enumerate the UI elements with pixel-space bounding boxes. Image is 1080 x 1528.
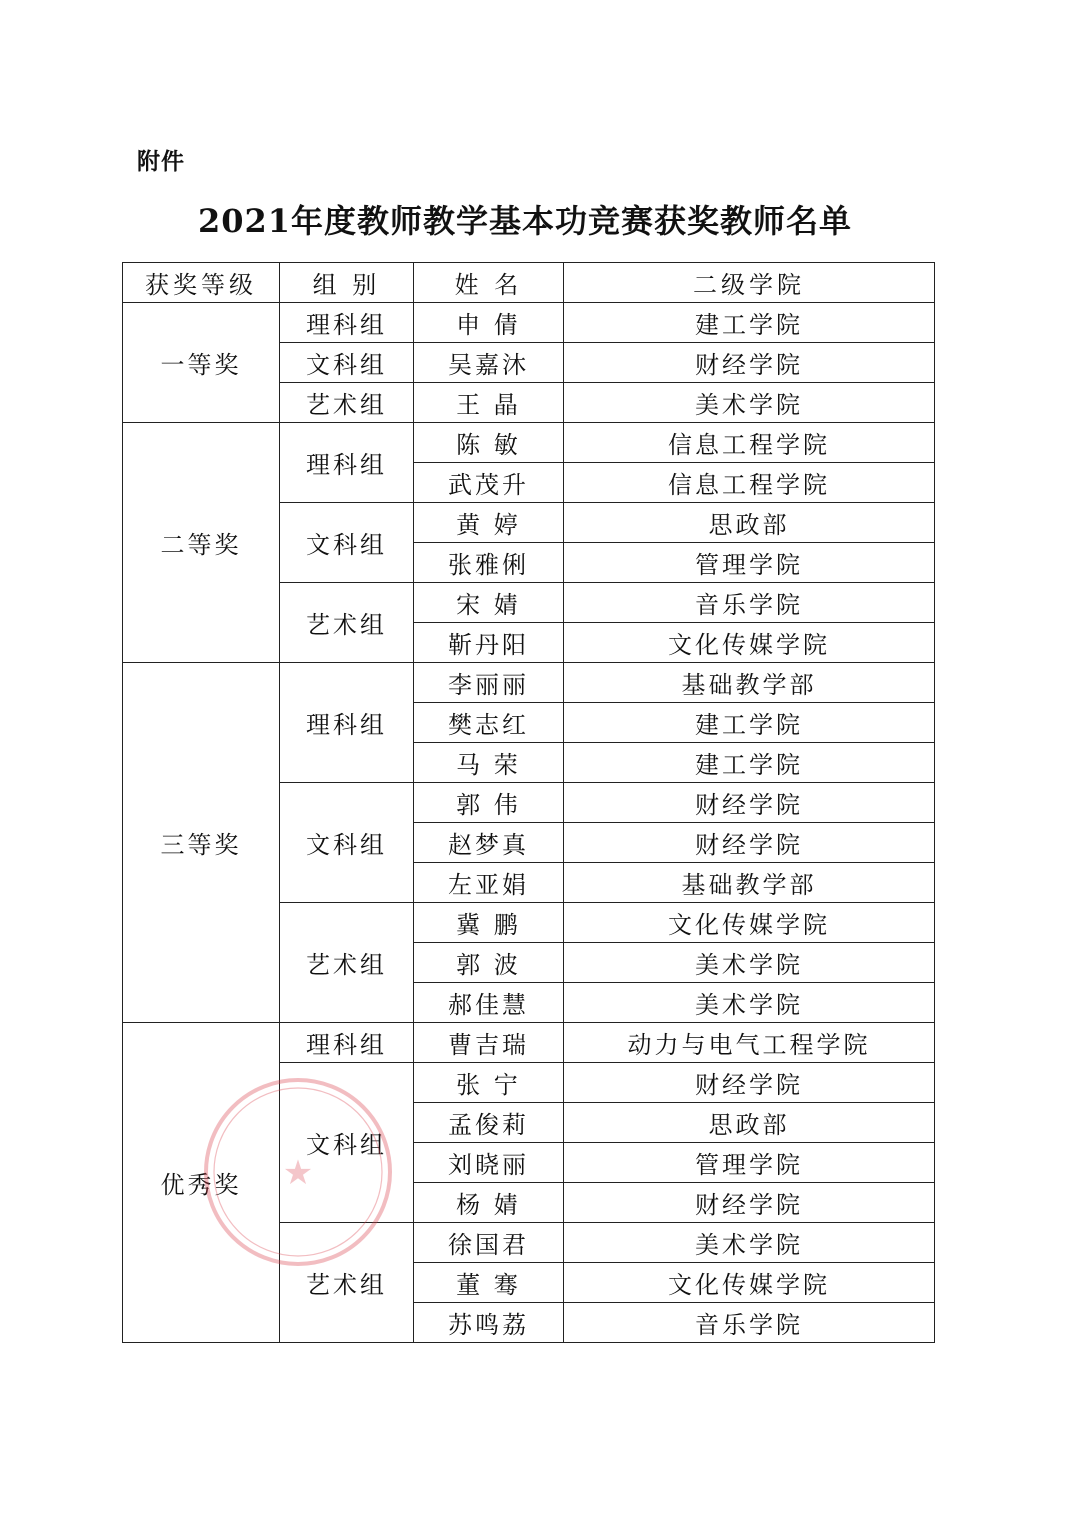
group-cell: 理科组 bbox=[280, 423, 414, 503]
award-table bbox=[122, 262, 935, 1343]
group-cell: 理科组 bbox=[280, 1023, 414, 1063]
teacher-name-cell: 左亚娟 bbox=[414, 863, 564, 903]
teacher-name-cell: 李丽丽 bbox=[414, 663, 564, 703]
header-group: 组 别 bbox=[280, 263, 414, 303]
award-level-cell: 优秀奖 bbox=[123, 1023, 280, 1343]
college-cell: 音乐学院 bbox=[564, 583, 935, 623]
header-award-level: 获奖等级 bbox=[123, 263, 280, 303]
college-cell: 财经学院 bbox=[564, 343, 935, 383]
college-cell: 财经学院 bbox=[564, 783, 935, 823]
teacher-name-cell: 樊志红 bbox=[414, 703, 564, 743]
group-cell: 艺术组 bbox=[280, 583, 414, 663]
college-cell: 文化传媒学院 bbox=[564, 1263, 935, 1303]
college-cell: 基础教学部 bbox=[564, 863, 935, 903]
college-cell: 建工学院 bbox=[564, 703, 935, 743]
group-cell: 文科组 bbox=[280, 783, 414, 903]
college-cell: 财经学院 bbox=[564, 823, 935, 863]
teacher-name-cell: 申 倩 bbox=[414, 303, 564, 343]
group-cell: 艺术组 bbox=[280, 903, 414, 1023]
teacher-name-cell: 郭 伟 bbox=[414, 783, 564, 823]
college-cell: 管理学院 bbox=[564, 1143, 935, 1183]
teacher-name-cell: 张雅俐 bbox=[414, 543, 564, 583]
teacher-name-cell: 马 荣 bbox=[414, 743, 564, 783]
teacher-name-cell: 张 宁 bbox=[414, 1063, 564, 1103]
college-cell: 美术学院 bbox=[564, 983, 935, 1023]
college-cell: 文化传媒学院 bbox=[564, 903, 935, 943]
teacher-name-cell: 徐国君 bbox=[414, 1223, 564, 1263]
group-cell: 理科组 bbox=[280, 303, 414, 343]
teacher-name-cell: 曹吉瑞 bbox=[414, 1023, 564, 1063]
table-row bbox=[123, 423, 935, 463]
college-cell: 信息工程学院 bbox=[564, 423, 935, 463]
table-row bbox=[123, 1023, 935, 1063]
teacher-name-cell: 杨 婧 bbox=[414, 1183, 564, 1223]
college-cell: 动力与电气工程学院 bbox=[564, 1023, 935, 1063]
teacher-name-cell: 武茂升 bbox=[414, 463, 564, 503]
teacher-name-cell: 苏鸣荔 bbox=[414, 1303, 564, 1343]
group-cell: 理科组 bbox=[280, 663, 414, 783]
college-cell: 建工学院 bbox=[564, 303, 935, 343]
college-cell: 管理学院 bbox=[564, 543, 935, 583]
college-cell: 美术学院 bbox=[564, 383, 935, 423]
college-cell: 文化传媒学院 bbox=[564, 623, 935, 663]
college-cell: 美术学院 bbox=[564, 1223, 935, 1263]
table-row bbox=[123, 663, 935, 703]
teacher-name-cell: 郝佳慧 bbox=[414, 983, 564, 1023]
college-cell: 财经学院 bbox=[564, 1183, 935, 1223]
table-row bbox=[123, 303, 935, 343]
attachment-label: 附件 bbox=[137, 149, 185, 175]
college-cell: 音乐学院 bbox=[564, 1303, 935, 1343]
group-cell: 艺术组 bbox=[280, 1223, 414, 1343]
college-cell: 信息工程学院 bbox=[564, 463, 935, 503]
teacher-name-cell: 吴嘉沐 bbox=[414, 343, 564, 383]
teacher-name-cell: 郭 波 bbox=[414, 943, 564, 983]
table-body bbox=[123, 303, 935, 1343]
award-level-cell: 一等奖 bbox=[123, 303, 280, 423]
teacher-name-cell: 孟俊莉 bbox=[414, 1103, 564, 1143]
teacher-name-cell: 黄 婷 bbox=[414, 503, 564, 543]
group-cell: 艺术组 bbox=[280, 383, 414, 423]
college-cell: 基础教学部 bbox=[564, 663, 935, 703]
header-name: 姓 名 bbox=[414, 263, 564, 303]
award-level-cell: 二等奖 bbox=[123, 423, 280, 663]
group-cell: 文科组 bbox=[280, 503, 414, 583]
award-level-cell: 三等奖 bbox=[123, 663, 280, 1023]
teacher-name-cell: 靳丹阳 bbox=[414, 623, 564, 663]
teacher-name-cell: 王 晶 bbox=[414, 383, 564, 423]
teacher-name-cell: 冀 鹏 bbox=[414, 903, 564, 943]
teacher-name-cell: 董 骞 bbox=[414, 1263, 564, 1303]
college-cell: 财经学院 bbox=[564, 1063, 935, 1103]
teacher-name-cell: 宋 婧 bbox=[414, 583, 564, 623]
college-cell: 思政部 bbox=[564, 503, 935, 543]
teacher-name-cell: 刘晓丽 bbox=[414, 1143, 564, 1183]
college-cell: 美术学院 bbox=[564, 943, 935, 983]
teacher-name-cell: 陈 敏 bbox=[414, 423, 564, 463]
seal-star-icon: ★ bbox=[282, 1153, 314, 1193]
college-cell: 建工学院 bbox=[564, 743, 935, 783]
group-cell: 文科组 bbox=[280, 343, 414, 383]
header-college: 二级学院 bbox=[564, 263, 935, 303]
document-title: 2021年度教师教学基本功竞赛获奖教师名单 bbox=[197, 202, 853, 240]
teacher-name-cell: 赵梦真 bbox=[414, 823, 564, 863]
table-header-row bbox=[123, 263, 935, 303]
group-cell: 文科组 bbox=[280, 1063, 414, 1223]
college-cell: 思政部 bbox=[564, 1103, 935, 1143]
